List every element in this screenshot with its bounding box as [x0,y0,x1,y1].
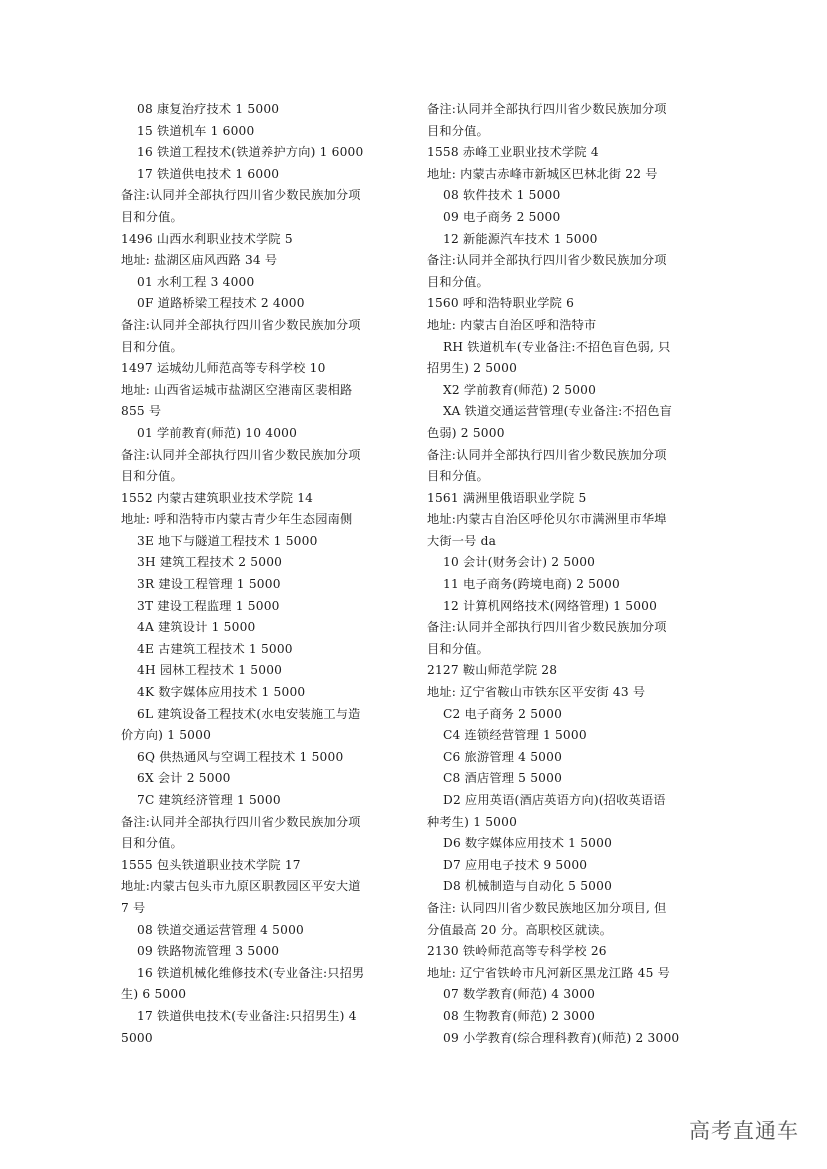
text-line: 4E 古建筑工程技术 1 5000 [137,641,293,656]
text-line: 1560 呼和浩特职业学院 6 [427,296,575,311]
text-line: 地址:内蒙古自治区呼伦贝尔市满洲里市华埠 [427,512,667,527]
text-line: C8 酒店管理 5 5000 [443,771,563,786]
text-line: 3T 建设工程监理 1 5000 [137,598,280,613]
text-line: 备注:认同并全部执行四川省少数民族加分项 [427,102,667,116]
text-line: 色弱) 2 5000 [427,425,505,440]
text-line: 地址: 内蒙古赤峰市新城区巴林北街 22 号 [427,166,658,181]
text-line: 备注:认同并全部执行四川省少数民族加分项 [121,188,361,203]
text-line: 地址:内蒙古包头市九原区职教园区平安大道 [121,879,361,894]
text-line: 4H 园林工程技术 1 5000 [137,663,283,678]
text-line: 1497 运城幼儿师范高等专科学校 10 [121,361,326,376]
text-line: 09 铁路物流管理 3 5000 [137,944,280,959]
text-line: 2127 鞍山师范学院 28 [427,663,558,678]
text-line: 1496 山西水利职业技术学院 5 [121,231,293,246]
text-line: 17 铁道供电技术(专业备注:只招男生) 4 [137,1008,357,1023]
right-column [427,99,802,1049]
text-line: 6Q 供热通风与空调工程技术 1 5000 [137,749,344,764]
text-line: 大街一号 da [427,533,497,548]
text-line: 目和分值。 [427,469,489,484]
text-line: 6L 建筑设备工程技术(水电安装施工与造 [137,706,361,721]
text-line: 1552 内蒙古建筑职业技术学院 14 [121,490,314,505]
text-line: 招男生) 2 5000 [427,361,518,376]
text-line: 目和分值。 [427,274,489,289]
text-line: D7 应用电子技术 9 5000 [443,857,588,872]
text-line: 7C 建筑经济管理 1 5000 [137,793,281,807]
text-line: 01 学前教育(师范) 10 4000 [137,425,298,440]
text-line: 4A 建筑设计 1 5000 [137,620,256,635]
text-line: 目和分值。 [427,641,489,656]
text-line: 08 生物教育(师范) 2 3000 [443,1008,596,1023]
text-line: 地址: 辽宁省鞍山市铁东区平安街 43 号 [427,685,646,700]
text-line: 07 数学教育(师范) 4 3000 [443,987,596,1002]
text-line: 15 铁道机车 1 6000 [137,123,255,138]
text-line: 地址: 辽宁省铁岭市凡河新区黑龙江路 45 号 [427,965,671,980]
text-line: 11 电子商务(跨境电商) 2 5000 [443,577,620,592]
text-line: X2 学前教育(师范) 2 5000 [443,382,597,397]
text-line: 目和分值。 [121,836,183,851]
text-line: D2 应用英语(酒店英语方向)(招收英语语 [443,793,666,807]
text-line: 09 电子商务 2 5000 [443,209,561,224]
text-line: 目和分值。 [121,209,183,224]
text-line: 分值最高 20 分。高职校区就读。 [427,922,613,937]
text-line: 2130 铁岭师范高等专科学校 26 [427,944,607,959]
text-line: 价方向) 1 5000 [121,728,212,743]
text-line: 5000 [121,1030,153,1045]
text-line: 16 铁道机械化维修技术(专业备注:只招男 [137,965,365,980]
text-line: 3R 建设工程管理 1 5000 [137,577,281,592]
text-line: 目和分值。 [121,469,183,484]
text-line: 生) 6 5000 [121,987,187,1002]
text-line: 3E 地下与隧道工程技术 1 5000 [137,533,318,548]
text-line: 855 号 [121,404,162,419]
text-line: 备注: 认同四川省少数民族地区加分项目, 但 [427,900,667,915]
text-line: 01 水利工程 3 4000 [137,274,255,289]
text-line: 种考生) 1 5000 [427,814,518,829]
text-line: 12 新能源汽车技术 1 5000 [443,231,598,246]
text-line: 1558 赤峰工业职业技术学院 4 [427,145,599,160]
text-line: XA 铁道交通运营管理(专业备注:不招色盲 [443,404,672,419]
text-line: 地址: 山西省运城市盐湖区空港南区裴相路 [121,382,353,397]
text-line: 10 会计(财务会计) 2 5000 [443,555,596,570]
text-line: C6 旅游管理 4 5000 [443,749,563,764]
text-line: 12 计算机网络技术(网络管理) 1 5000 [443,598,658,613]
text-line: 09 小学教育(综合理科教育)(师范) 2 3000 [443,1030,680,1045]
text-line: 地址: 内蒙古自治区呼和浩特市 [427,317,597,332]
text-line: 备注:认同并全部执行四川省少数民族加分项 [427,447,667,462]
text-line: C2 电子商务 2 5000 [443,706,563,721]
text-line: D6 数字媒体应用技术 1 5000 [443,836,613,851]
text-line: D8 机械制造与自动化 5 5000 [443,879,613,894]
text-line: 7 号 [121,900,146,915]
text-line: 16 铁道工程技术(铁道养护方向) 1 6000 [137,145,364,160]
text-line: 6X 会计 2 5000 [137,771,231,786]
text-line: 备注:认同并全部执行四川省少数民族加分项 [121,317,361,332]
text-line: 地址: 呼和浩特市内蒙古青少年生态园南侧 [121,512,353,527]
text-line: 备注:认同并全部执行四川省少数民族加分项 [427,620,667,635]
watermark-logo: 高考直通车 [689,1119,799,1143]
text-line: 备注:认同并全部执行四川省少数民族加分项 [427,253,667,268]
text-line: RH 铁道机车(专业备注:不招色盲色弱, 只 [443,339,671,354]
text-line: C4 连锁经营管理 1 5000 [443,728,587,743]
text-line: 目和分值。 [427,123,489,138]
text-line: 1561 满洲里俄语职业学院 5 [427,490,587,505]
text-line: 目和分值。 [121,339,183,354]
text-line: 3H 建筑工程技术 2 5000 [137,555,283,570]
text-line: 0F 道路桥梁工程技术 2 4000 [137,296,305,311]
text-line: 17 铁道供电技术 1 6000 [137,166,280,181]
text-line: 1555 包头铁道职业技术学院 17 [121,857,301,872]
text-line: 08 康复治疗技术 1 5000 [137,102,280,116]
text-line: 08 铁道交通运营管理 4 5000 [137,922,305,937]
text-line: 08 软件技术 1 5000 [443,188,561,203]
text-line: 4K 数字媒体应用技术 1 5000 [137,685,306,700]
text-line: 备注:认同并全部执行四川省少数民族加分项 [121,814,361,829]
text-line: 地址: 盐湖区庙风西路 34 号 [121,253,278,268]
text-line: 备注:认同并全部执行四川省少数民族加分项 [121,447,361,462]
